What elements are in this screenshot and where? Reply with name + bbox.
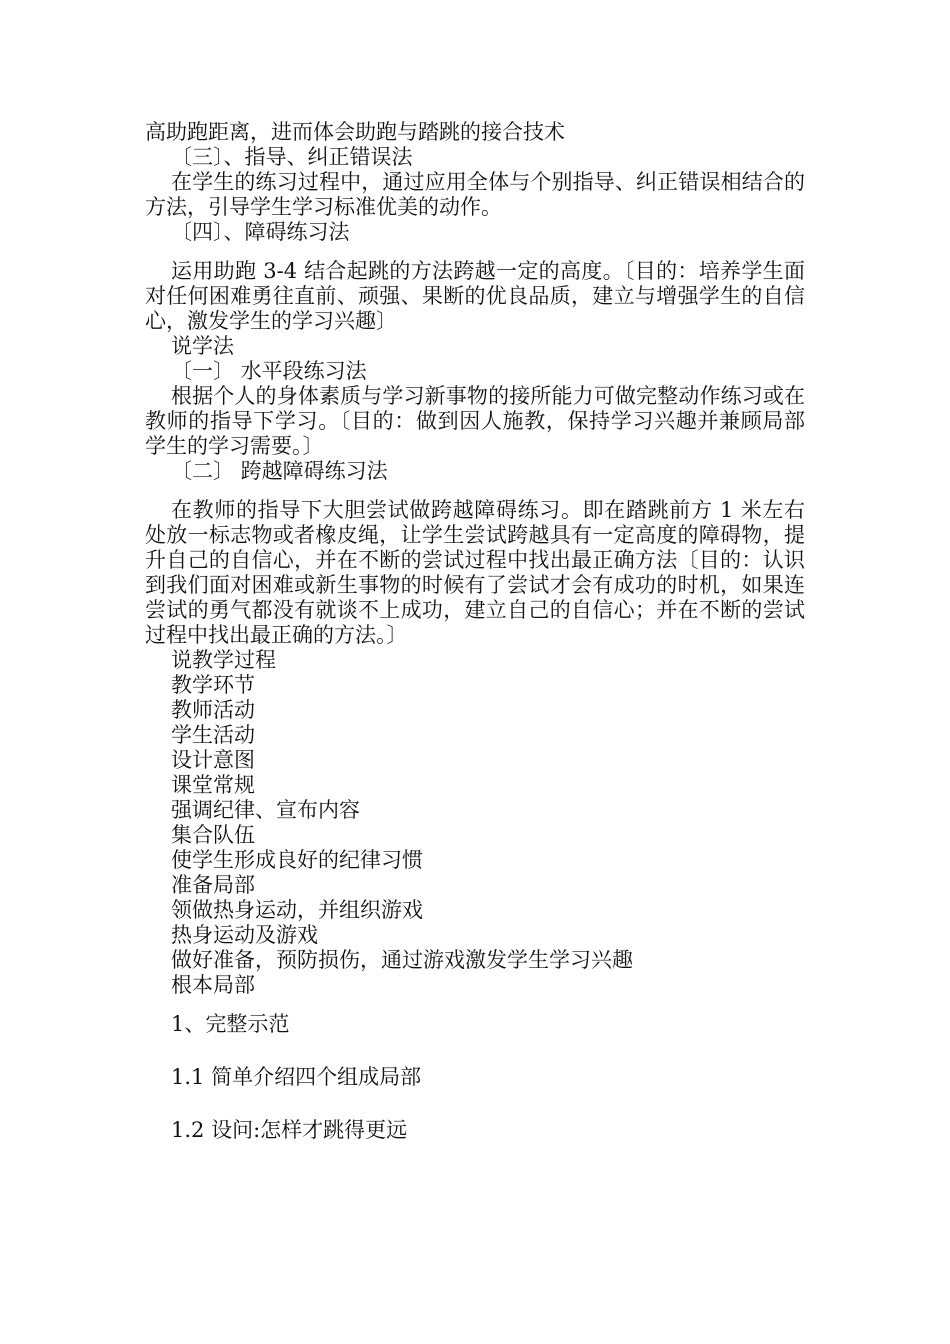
heading-obstacle-method: 〔四〕、障碍练习法 [171, 220, 350, 244]
list-item-design-intent: 设计意图 [171, 748, 255, 772]
paragraph-approach-distance: 高助跑距离，进而体会助跑与踏跳的接合技术 [145, 120, 565, 144]
list-item-prevent-injury: 做好准备，预防损伤，通过游戏激发学生学习兴趣 [171, 948, 633, 972]
heading-level-practice: 〔一〕 水平段练习法 [171, 359, 367, 383]
heading-guidance-method: 〔三〕、指导、纠正错误法 [171, 145, 413, 169]
paragraph-obstacle-method: 运用助跑 3-4 结合起跳的方法跨越一定的高度。〔目的：培养学生面对任何困难勇往直前、顽强、果断的优良品质，建立与增强学生的自信心，激发学生的学习兴趣〕 [145, 259, 805, 333]
list-item-preparation-part: 准备局部 [171, 873, 255, 897]
paragraph-level-practice: 根据个人的身体素质与学习新事物的接所能力可做完整动作练习或在教师的指导下学习。〔目的：做到因人施教，保持学习兴趣并兼顾局部学生的学习需要。〕 [145, 384, 805, 458]
list-item-discipline: 强调纪律、宣布内容 [171, 798, 360, 822]
list-item-student-activity: 学生活动 [171, 723, 255, 747]
heading-hurdle-practice: 〔二〕 跨越障碍练习法 [171, 459, 388, 483]
heading-teaching-process: 说教学过程 [171, 648, 276, 672]
list-item-lead-warmup: 领做热身运动，并组织游戏 [171, 898, 423, 922]
list-item-teaching-stage: 教学环节 [171, 673, 255, 697]
list-item-class-routine: 课堂常规 [171, 773, 255, 797]
list-item-full-demo: 1、完整示范 [171, 1012, 290, 1036]
list-item-assemble: 集合队伍 [171, 823, 255, 847]
list-item-warmup-games: 热身运动及游戏 [171, 923, 318, 947]
list-item-good-habits: 使学生形成良好的纪律习惯 [171, 848, 423, 872]
list-item-question: 1.2 设问:怎样才跳得更远 [171, 1118, 408, 1142]
document-body [145, 120, 805, 1143]
paragraph-hurdle-practice: 在教师的指导下大胆尝试做跨越障碍练习。即在踏跳前方 1 米左右处放一标志物或者橡皮绳，让学生尝试跨越具有一定高度的障碍物，提升自己的自信心，并在不断的尝试过程中找出最正确方法〔目的：认识到我们面对困难或新生事物的时候有了尝试才会有成功的时机，如果连尝试的勇气都没有就谈不上成功，建立自己的自信心；并在不断的尝试过程中找出最正确的方法。〕 [145, 498, 805, 647]
heading-study-method: 说学法 [171, 334, 234, 358]
list-item-basic-part: 根本局部 [171, 973, 255, 997]
paragraph-guidance-method: 在学生的练习过程中，通过应用全体与个别指导、纠正错误相结合的方法，引导学生学习标准优美的动作。 [145, 170, 805, 219]
list-item-introduce-parts: 1.1 简单介绍四个组成局部 [171, 1065, 422, 1089]
list-item-teacher-activity: 教师活动 [171, 698, 255, 722]
